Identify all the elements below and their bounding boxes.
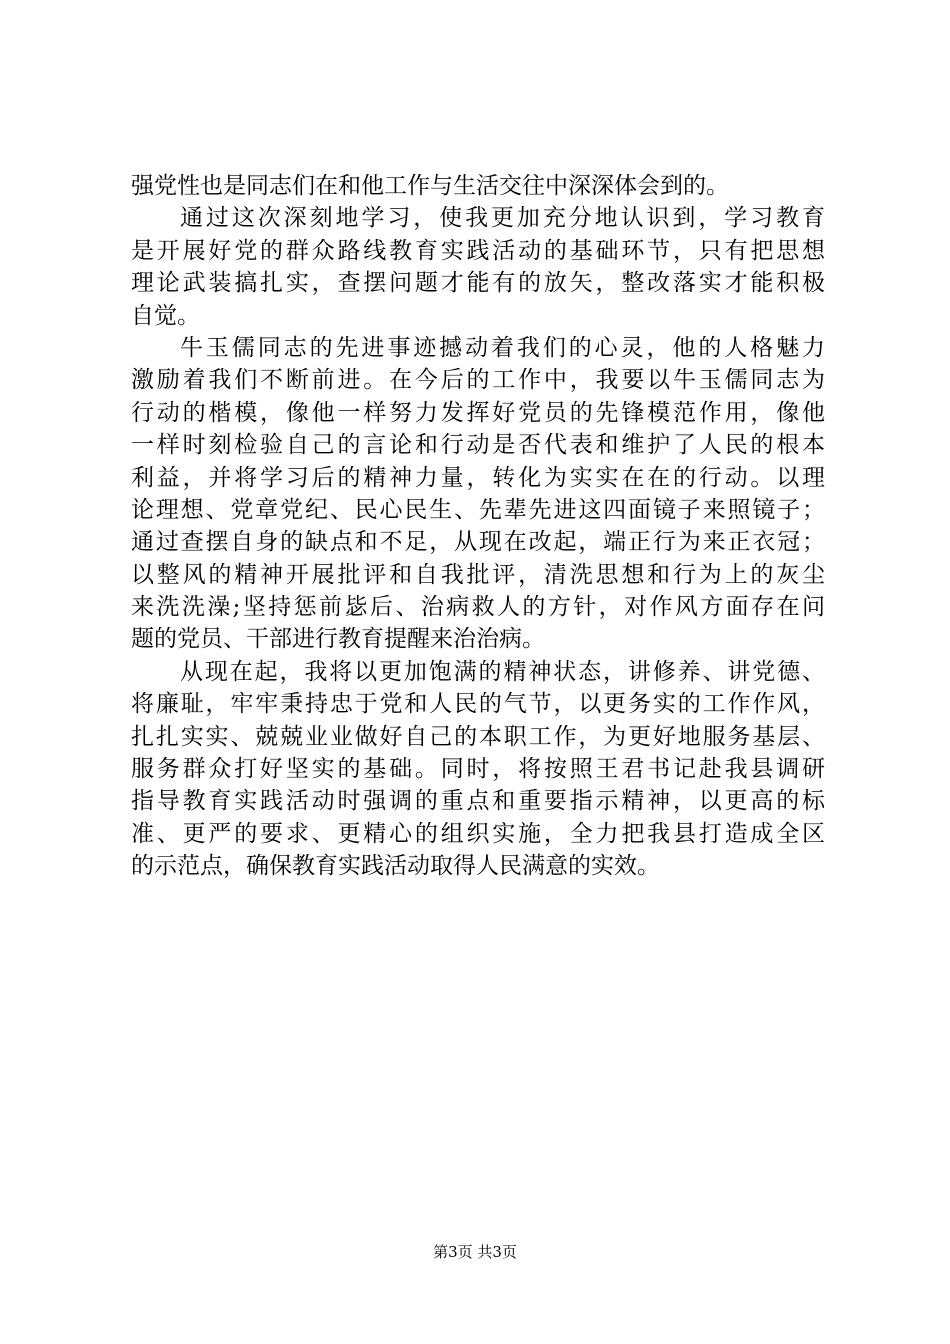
text-line: 的示范点，确保教育实践活动取得人民满意的实效。	[131, 853, 660, 880]
text-line: 是开展好党的群众路线教育实践活动的基础环节，只有把思想	[131, 237, 825, 264]
text-line: 牛玉儒同志的先进事迹撼动着我们的心灵，他的人格魅力	[180, 334, 825, 361]
text-line: 以整风的精神开展批评和自我批评，清洗思想和行为上的灰尘	[131, 561, 825, 588]
text-line: 从现在起，我将以更加饱满的精神状态，讲修养、讲党德、	[180, 658, 825, 685]
text-line: 自觉。	[131, 302, 200, 329]
text-line: 通过这次深刻地学习，使我更加充分地认识到，学习教育	[180, 205, 825, 232]
text-line: 服务群众打好坚实的基础。同时，将按照王君书记赴我县调研	[131, 756, 825, 783]
text-line: 利益，并将学习后的精神力量，转化为实实在在的行动。以理	[131, 464, 825, 491]
text-line: 通过查摆自身的缺点和不足，从现在改起，端正行为来正衣冠；	[131, 529, 825, 556]
text-line: 行动的楷模，像他一样努力发挥好党员的先锋模范作用，像他	[131, 399, 825, 426]
document-body	[131, 170, 825, 883]
text-line: 将廉耻，牢牢秉持忠于党和人民的气节，以更务实的工作作风，	[131, 691, 825, 718]
text-line: 题的党员、干部进行教育提醒来治治病。	[131, 626, 545, 653]
text-line: 来洗洗澡;坚持惩前毖后、治病救人的方针，对作风方面存在问	[131, 594, 825, 621]
text-line: 强党性也是同志们在和他工作与生活交往中深深体会到的。	[131, 173, 729, 199]
text-line: 一样时刻检验自己的言论和行动是否代表和维护了人民的根本	[131, 432, 825, 459]
text-line: 指导教育实践活动时强调的重点和重要指示精神，以更高的标	[131, 788, 825, 815]
page-footer: 第3页 共3页	[433, 1243, 517, 1261]
text-line: 理论武装搞扎实，查摆问题才能有的放矢，整改落实才能积极	[131, 270, 825, 297]
text-line: 论理想、党章党纪、民心民生、先辈先进这四面镜子来照镜子；	[131, 496, 825, 523]
text-line: 激励着我们不断前进。在今后的工作中，我要以牛玉儒同志为	[131, 367, 825, 394]
text-line: 准、更严的要求、更精心的组织实施，全力把我县打造成全区	[131, 820, 825, 847]
text-line: 扎扎实实、兢兢业业做好自己的本职工作，为更好地服务基层、	[131, 723, 825, 750]
